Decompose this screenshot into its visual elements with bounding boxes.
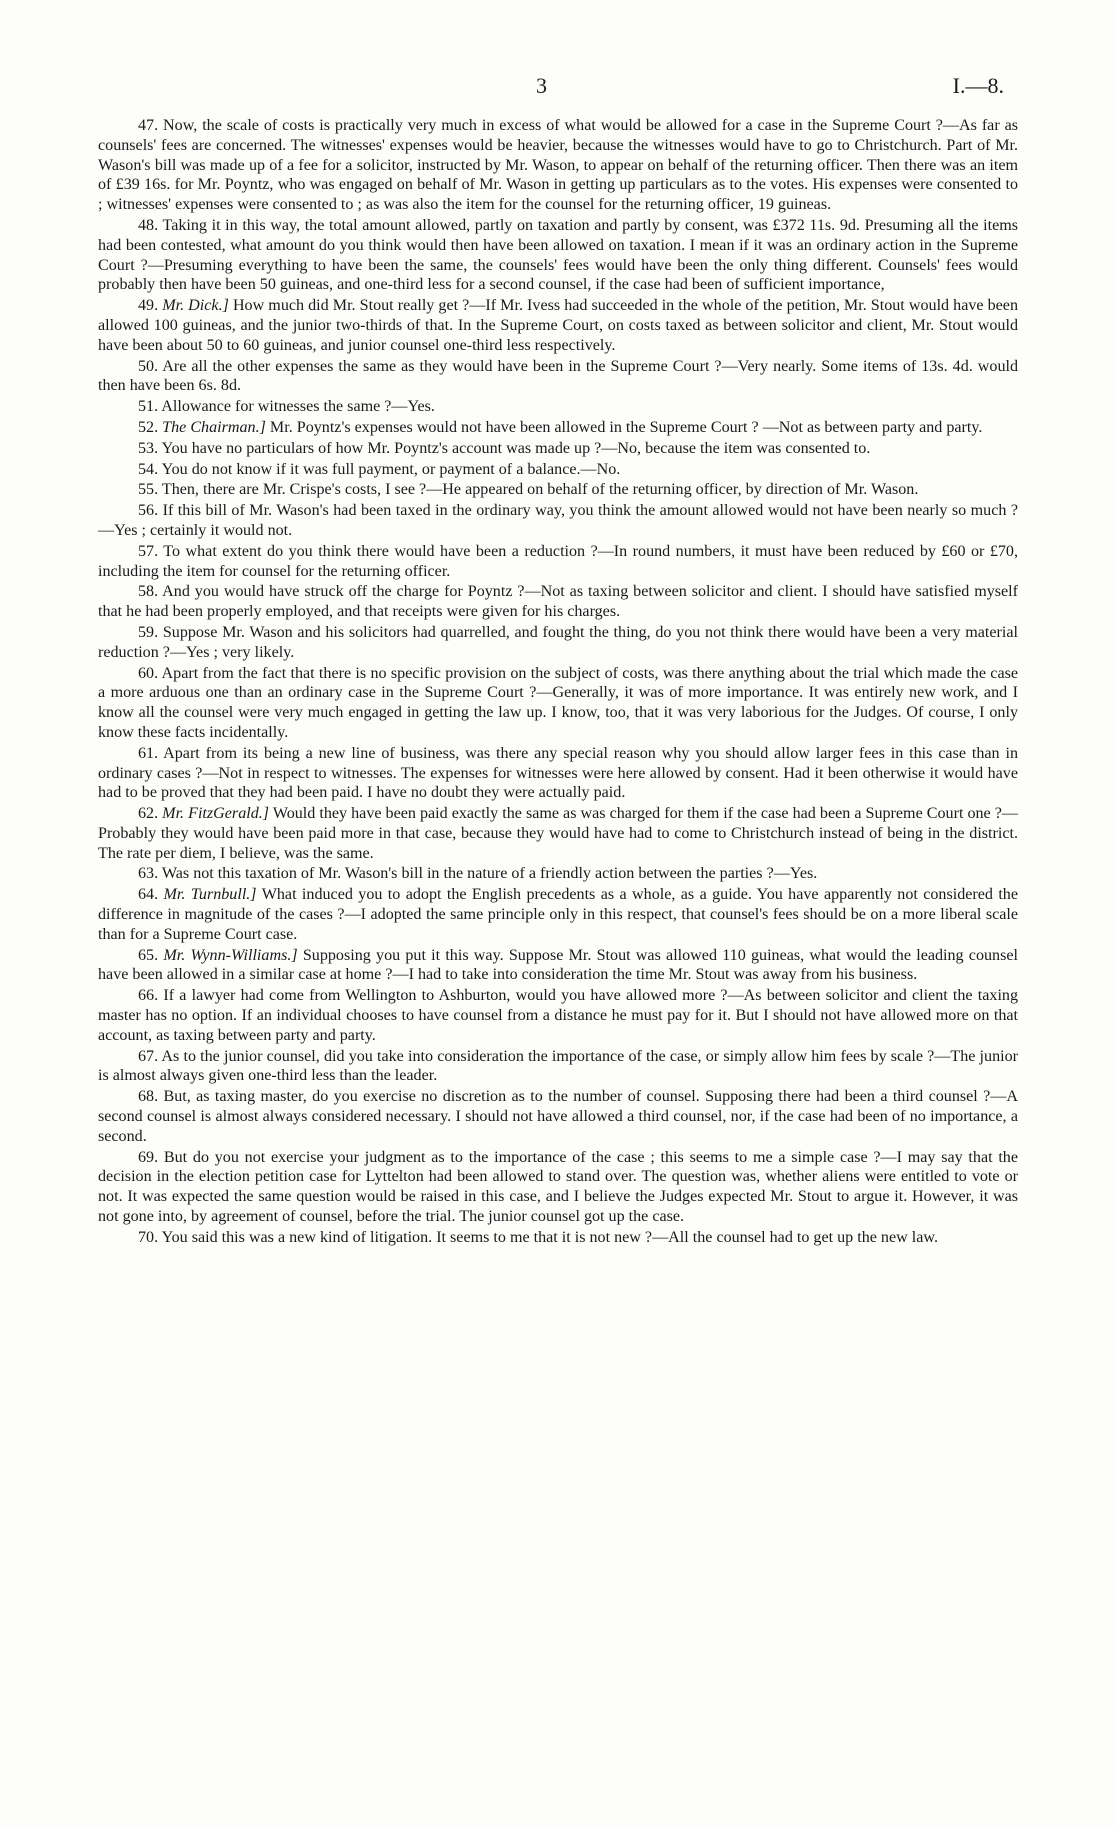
paragraph-57 bbox=[98, 542, 1018, 582]
paragraph-text: Taking it in this way, the total amount allowed, partly on taxation and partly by consent, was £372 11s. 9d. Presuming all the items had been contested, what amount do you think would then have been allowed on taxation. I mean if it was an ordinary action in the Supreme Court ?—Presuming everything to have been the same, the counsels' fees would have been the only thing different. Counsels' fees would probably then have been 50 guineas, and one-third less for a second counsel, if the case had been of sufficient importance, bbox=[98, 216, 1018, 294]
paragraph-54 bbox=[98, 460, 1018, 480]
paragraph-text: Apart from its being a new line of business, was there any special reason why you should allow larger fees in this case than in ordinary cases ?—Not in respect to witnesses. The expenses for witnesses were here allowed by consent. Had it been otherwise it would have had to be proved that they had been paid. I have no doubt they were actually paid. bbox=[98, 744, 1018, 802]
speaker-name: The Chairman.] bbox=[162, 418, 266, 436]
question-number: 51. bbox=[138, 398, 159, 416]
paragraph-64 bbox=[98, 885, 1018, 944]
paragraph-text: You said this was a new kind of litigation. It seems to me that it is not new ?—All the counsel had to get up the new law. bbox=[161, 1228, 938, 1246]
question-number: 50. bbox=[138, 357, 159, 375]
paragraph-text: Suppose Mr. Wason and his solicitors had quarrelled, and fought the thing, do you not think there would have been a very material reduction ?—Yes ; very likely. bbox=[98, 623, 1018, 661]
question-number: 69. bbox=[138, 1148, 159, 1166]
speaker-name: Mr. Dick.] bbox=[162, 297, 229, 315]
paragraph-text: If a lawyer had come from Wellington to Ashburton, would you have allowed more ?—As between solicitor and client the taxing master has no option. If an individual chooses to have counsel from a distance he must pay for it. But I should not have allowed more on that account, as taxing between party and party. bbox=[98, 987, 1019, 1044]
paragraph-49 bbox=[98, 296, 1018, 355]
paragraph-text: To what extent do you think there would have been a reduction ?—In round numbers, it must have been reduced by £60 or £70, including the item for counsel for the returning officer. bbox=[98, 542, 1018, 580]
paragraph-61 bbox=[98, 744, 1018, 803]
question-number: 59. bbox=[138, 623, 159, 641]
paragraph-text: Are all the other expenses the same as they would have been in the Supreme Court ?—Very nearly. Some items of 13s. 4d. would then have been 6s. 8d. bbox=[98, 357, 1019, 395]
paragraph-67 bbox=[98, 1047, 1018, 1087]
page-number: 3 bbox=[536, 73, 547, 98]
paragraph-53 bbox=[98, 439, 1018, 459]
paragraph-text: You have no particulars of how Mr. Poyntz's account was made up ?—No, because the item was consented to. bbox=[161, 439, 871, 457]
paragraph-text: As to the junior counsel, did you take into consideration the importance of the case, or simply allow him fees by scale ?—The junior is almost always given one-third less than the leader. bbox=[98, 1047, 1019, 1085]
question-number: 49. bbox=[138, 297, 159, 315]
question-number: 48. bbox=[138, 216, 159, 234]
question-number: 57. bbox=[138, 542, 159, 560]
question-number: 56. bbox=[138, 502, 159, 520]
question-number: 70. bbox=[138, 1228, 159, 1246]
paragraph-text: But do you not exercise your judgment as to the importance of the case ; this seems to me a simple case ?—I may say that the decision in the election petition case for Lyttelton had been allowed to stand over. The question was, whether aliens were entitled to vote or not. It was expected the same question would be raised in this case, and I believe the Judges expected Mr. Stout to argue it. However, it was not gone into, by agreement of counsel, before the trial. The junior counsel got up the case. bbox=[98, 1148, 1018, 1226]
paragraph-66 bbox=[98, 986, 1018, 1045]
question-number: 54. bbox=[138, 460, 159, 478]
paragraph-65 bbox=[98, 946, 1018, 986]
question-number: 62. bbox=[138, 805, 159, 823]
paragraph-text: Apart from the fact that there is no specific provision on the subject of costs, was there anything about the trial which made the case a more arduous one than an ordinary case in the Supreme Court ?—Generally, it was of more importance. It was entirely new work, and I know all the counsel were very much engaged in getting the law up. I know, too, that it was very laborious for the Judges. Of course, I only know these facts incidentally. bbox=[98, 664, 1018, 741]
speaker-name: Mr. FitzGerald.] bbox=[162, 805, 270, 823]
question-number: 67. bbox=[138, 1047, 159, 1065]
paragraph-56 bbox=[98, 501, 1018, 541]
question-number: 61. bbox=[138, 744, 159, 762]
speaker-name: Mr. Turnbull.] bbox=[163, 886, 257, 904]
paragraph-text: Supposing you put it this way. Suppose Mr. Stout was allowed 110 guineas, what would the leading counsel have been allowed in a similar case at home ?—I had to take into consideration the time Mr. Stout was away from his business. bbox=[98, 946, 1018, 984]
paragraph-text: Now, the scale of costs is practically very much in excess of what would be allowed for a case in the Supreme Court ?—As far as counsels' fees are concerned. The witnesses' expenses would be heavier, because the witnesses would have to go to Christchurch. Part of Mr. Wason's bill was made up of a fee for a solicitor, instructed by Mr. Wason, to appear on behalf of the returning officer. Then there was an item of £39 16s. for Mr. Poyntz, who was engaged on behalf of Mr. Wason in getting up particulars as to the votes. His expenses were consented to ; witnesses' expenses were consented to ; as was also the item for the counsel for the returning officer, 19 guineas. bbox=[98, 117, 1018, 214]
paragraph-52 bbox=[98, 418, 1018, 438]
paragraph-text: Allowance for witnesses the same ?—Yes. bbox=[161, 398, 435, 416]
paragraph-70 bbox=[98, 1228, 1018, 1248]
question-number: 60. bbox=[138, 664, 159, 682]
paragraph-text: If this bill of Mr. Wason's had been taxed in the ordinary way, you think the amount allowed would not have been nearly so much ?—Yes ; certainly it would not. bbox=[98, 502, 1018, 539]
paragraph-50 bbox=[98, 357, 1018, 397]
question-number: 65. bbox=[138, 946, 159, 964]
paragraph-48 bbox=[98, 216, 1018, 295]
paragraph-text: How much did Mr. Stout really get ?—If Mr. Ivess had succeeded in the whole of the petition, Mr. Stout would have been allowed 100 guineas, and the junior two-thirds of that. In the Supreme Court, on costs taxed as between solicitor and client, Mr. Stout would have been about 50 to 60 guineas, and junior counsel one-third less respectively. bbox=[98, 297, 1018, 354]
question-number: 63. bbox=[138, 865, 159, 883]
question-number: 58. bbox=[138, 583, 159, 601]
paragraph-63 bbox=[98, 864, 1018, 884]
paragraph-58 bbox=[98, 582, 1018, 622]
paragraph-60 bbox=[98, 664, 1018, 743]
question-number: 55. bbox=[138, 481, 159, 499]
paragraph-51 bbox=[98, 397, 1018, 417]
testimony-body bbox=[98, 116, 1018, 1249]
question-number: 47. bbox=[138, 117, 159, 134]
question-number: 66. bbox=[138, 987, 159, 1005]
speaker-name: Mr. Wynn-Williams.] bbox=[163, 946, 298, 964]
document-reference: I.—8. bbox=[952, 73, 1004, 98]
question-number: 64. bbox=[138, 886, 159, 904]
question-number: 52. bbox=[138, 418, 159, 436]
paragraph-text: You do not know if it was full payment, or payment of a balance.—No. bbox=[161, 460, 621, 478]
paragraph-59 bbox=[98, 623, 1018, 663]
paragraph-text: Would they have been paid exactly the same as was charged for them if the case had been a Supreme Court one ?—Probably they would have been paid more in that case, because they would have had to come to Christchurch instead of being in the district. The rate per diem, I believe, was the same. bbox=[98, 805, 1018, 862]
paragraph-text: And you would have struck off the charge for Poyntz ?—Not as taxing between solicitor and client. I should have satisfied myself that he had been properly employed, and that receipts were given for his charges. bbox=[98, 583, 1018, 621]
paragraph-55 bbox=[98, 480, 1018, 500]
paragraph-62 bbox=[98, 804, 1018, 863]
paragraph-47 bbox=[98, 116, 1018, 215]
paragraph-text: Then, there are Mr. Crispe's costs, I see ?—He appeared on behalf of the returning officer, by direction of Mr. Wason. bbox=[161, 481, 919, 499]
paragraph-text: Was not this taxation of Mr. Wason's bill in the nature of a friendly action between the parties ?—Yes. bbox=[161, 865, 818, 883]
question-number: 68. bbox=[138, 1088, 159, 1106]
paragraph-text: But, as taxing master, do you exercise no discretion as to the number of counsel. Supposing there had been a third counsel ?—A second counsel is almost always considered necessary. I should not have allowed a third counsel, nor, if the case had been of no importance, a second. bbox=[98, 1088, 1018, 1145]
paragraph-69 bbox=[98, 1148, 1018, 1227]
paragraph-68 bbox=[98, 1087, 1018, 1146]
question-number: 53. bbox=[138, 439, 159, 457]
paragraph-text: Mr. Poyntz's expenses would not have been allowed in the Supreme Court ? —Not as between party and party. bbox=[269, 418, 983, 436]
paragraph-text: What induced you to adopt the English precedents as a whole, as a guide. You have apparently not considered the difference in magnitude of the cases ?—I adopted the same principle only in this respect, that counsel's fees should be on a more liberal scale than for a Supreme Court case. bbox=[98, 886, 1018, 943]
